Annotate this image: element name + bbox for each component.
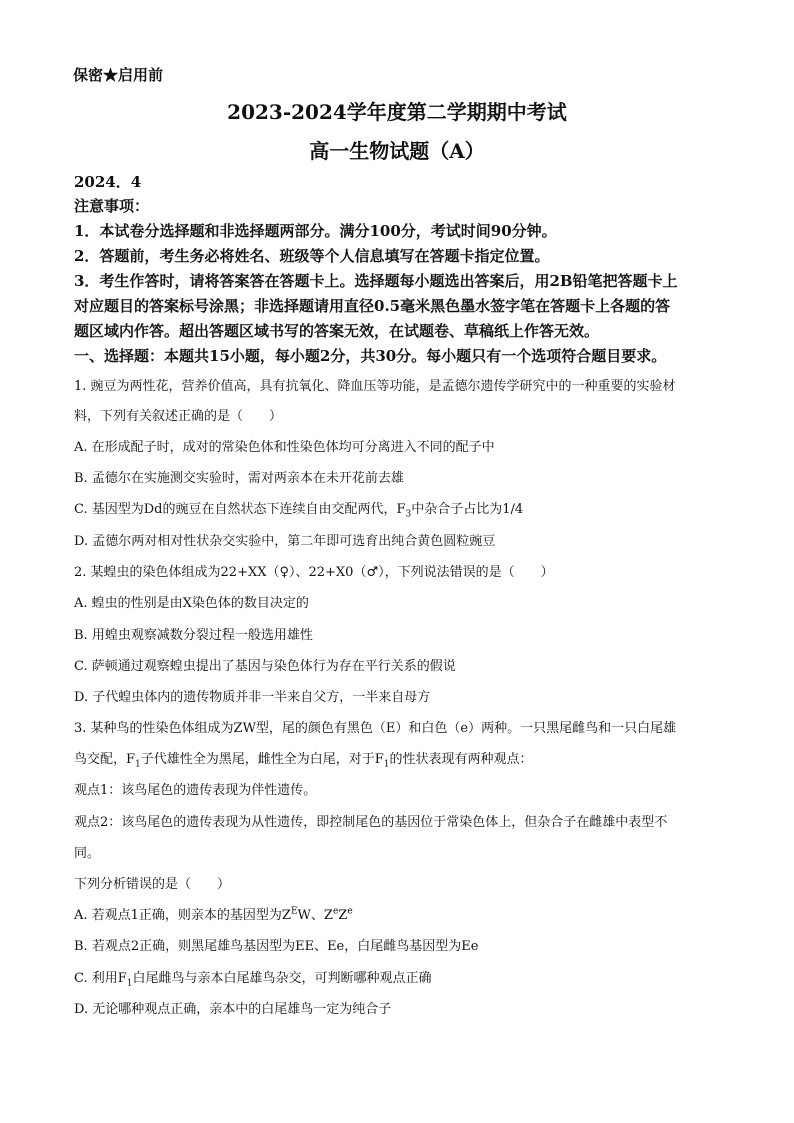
q3-view-2-line-2: 同。 bbox=[74, 846, 101, 861]
q1-option-d: D. 孟德尔两对相对性状杂交实验中，第二年即可选育出纯合黄色圆粒豌豆 bbox=[74, 534, 496, 549]
q1-option-c-sub: 3 bbox=[405, 509, 412, 520]
note-item-1: 1．本试卷分选择题和非选择题两部分。满分100分，考试时间90分钟。 bbox=[74, 222, 557, 240]
exam-date: 2024．4 bbox=[74, 173, 142, 191]
q3-option-a-pre: A. 若观点1正确，则亲本的基因型为Z bbox=[74, 908, 291, 923]
q3-stem-l2-sub2: 1 bbox=[383, 759, 390, 770]
q2-option-c: C. 萨顿通过观察蝗虫提出了基因与染色体行为存在平行关系的假说 bbox=[74, 659, 456, 674]
q1-option-c-pre: C. 基因型为Dd的豌豆在自然状态下连续自由交配两代，F bbox=[74, 502, 406, 517]
note-item-2: 2．答题前，考生务必将姓名、班级等个人信息填写在答题卡指定位置。 bbox=[74, 247, 550, 265]
exam-subtitle: 高一生物试题（A） bbox=[309, 139, 485, 163]
q2-option-b: B. 用蝗虫观察减数分裂过程一般选用雄性 bbox=[74, 628, 313, 643]
q3-stem-l2-b: 子代雄性全为黑尾，雌性全为白尾，对于F bbox=[140, 752, 384, 767]
q3-stem-l2-c: 的性状表现有两种观点： bbox=[389, 752, 533, 767]
q1-stem-line-2: 料，下列有关叙述正确的是（ ） bbox=[74, 409, 283, 424]
q3-stem-l2-a: 鸟交配，F bbox=[74, 752, 136, 767]
note-item-3-line-3: 题区域内作答。超出答题区域书写的答案无效，在试题卷、草稿纸上作答无效。 bbox=[74, 322, 600, 340]
q3-option-a-mid: W、Z bbox=[297, 908, 333, 923]
q3-option-a bbox=[74, 904, 734, 923]
q3-option-c-pre: C. 利用F bbox=[74, 971, 127, 986]
q3-ask: 下列分析错误的是（ ） bbox=[74, 877, 231, 892]
q1-option-c-post: 中杂合子占比为1/4 bbox=[411, 502, 524, 517]
q3-stem-line-2 bbox=[74, 748, 734, 770]
exam-title: 2023-2024学年度第二学期期中考试 bbox=[227, 100, 567, 124]
q3-option-a-sup2: e bbox=[332, 906, 339, 917]
q3-option-a-sup1: E bbox=[290, 906, 298, 917]
q2-option-a: A. 蝗虫的性别是由X染色体的数目决定的 bbox=[74, 596, 309, 611]
q3-option-b: B. 若观点2正确，则黑尾雄鸟基因型为EE、Ee，白尾雌鸟基因型为Ee bbox=[74, 939, 479, 954]
q3-view-2-line-1: 观点2：该鸟尾色的遗传表现为从性遗传，即控制尾色的基因位于常染色体上，但杂合子在雌雄中表型不 bbox=[74, 815, 668, 830]
q3-option-d: D. 无论哪种观点正确，亲本中的白尾雄鸟一定为纯合子 bbox=[74, 1002, 392, 1017]
note-item-3-line-1: 3．考生作答时，请将答案答在答题卡上。选择题每小题选出答案后，用2B铅笔把答题卡上 bbox=[74, 272, 678, 290]
q3-option-a-mid2: Z bbox=[338, 908, 348, 923]
q3-option-a-sup3: e bbox=[347, 906, 353, 917]
section-heading: 一、选择题：本题共15小题，每小题2分，共30分。每小题只有一个选项符合题目要求。 bbox=[74, 347, 667, 365]
q1-stem-line-1: 1. 豌豆为两性花，营养价值高，具有抗氧化、降血压等功能，是孟德尔遗传学研究中的一种重要的实验材 bbox=[74, 379, 676, 394]
q3-stem-l2-sub1: 1 bbox=[135, 759, 141, 770]
q2-stem: 2. 某蝗虫的染色体组成为22+XX（♀）、22+X0（♂），下列说法错误的是（ ） bbox=[74, 565, 554, 580]
q3-view-1: 观点1：该鸟尾色的遗传表现为伴性遗传。 bbox=[74, 783, 317, 798]
notes-heading: 注意事项： bbox=[74, 197, 150, 215]
q1-option-c bbox=[74, 498, 734, 520]
q3-option-c-sub: 1 bbox=[126, 978, 133, 989]
q1-option-b: B. 孟德尔在实施测交实验时，需对两亲本在未开花前去雄 bbox=[74, 471, 404, 486]
q3-option-c-post: 白尾雌鸟与亲本白尾雄鸟杂交，可判断哪种观点正确 bbox=[132, 971, 432, 986]
secret-label: 保密★启用前 bbox=[73, 66, 164, 84]
q3-option-c bbox=[74, 967, 734, 989]
q2-option-d: D. 子代蝗虫体内的遗传物质并非一半来自父方，一半来自母方 bbox=[74, 690, 431, 705]
note-item-3-line-2: 对应题目的答案标号涂黑；非选择题请用直径0.5毫米黑色墨水签字笔在答题卡上各题的答 bbox=[74, 297, 671, 315]
q1-option-a: A. 在形成配子时，成对的常染色体和性染色体均可分离进入不同的配子中 bbox=[74, 440, 495, 455]
q3-stem-line-1: 3. 某种鸟的性染色体组成为ZW型，尾的颜色有黑色（E）和白色（e）两种。一只黑尾雌鸟和一只白尾雄 bbox=[74, 721, 677, 736]
